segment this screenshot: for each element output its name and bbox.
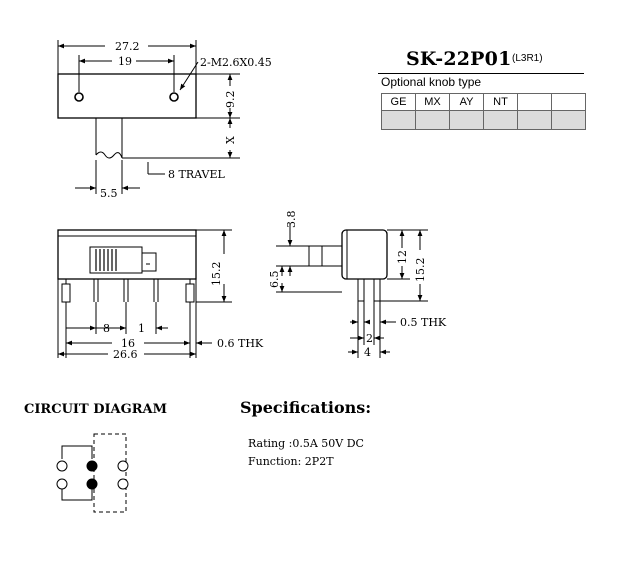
dim-end-2: 2 — [366, 332, 373, 345]
optional-knob-label: Optional knob type — [381, 75, 482, 89]
dim-thickness: 0.6 THK — [217, 337, 264, 350]
terminal-common-1 — [87, 461, 97, 471]
knob-type-cell: NT — [484, 94, 518, 111]
front-view-body — [58, 230, 196, 279]
knob-type-cell: GE — [382, 94, 416, 111]
terminal-common-2 — [87, 479, 97, 489]
circuit-diagram-title: CIRCUIT DIAGRAM — [24, 402, 168, 417]
dim-pin-thickness: 0.5 THK — [400, 316, 447, 329]
dim-side-height: 15.2 — [210, 261, 223, 286]
dim-pin-1: 1 — [138, 322, 145, 335]
part-suffix: (L3R1) — [512, 53, 543, 64]
knob-type-cell: AY — [450, 94, 484, 111]
knob-type-cell — [552, 94, 586, 111]
slider-outline — [94, 434, 126, 512]
dim-overall-width: 26.6 — [113, 348, 138, 361]
dim-x: X — [224, 136, 237, 144]
dim-knob-length: 3.8 — [285, 210, 298, 228]
mount-hole-right — [170, 93, 178, 101]
dim-end-12: 12 — [396, 250, 409, 264]
end-knob — [309, 246, 342, 266]
knob-swatch-cell — [382, 111, 416, 130]
front-tab-left — [62, 284, 70, 302]
knob-type-cell: MX — [416, 94, 450, 111]
terminal-3 — [118, 461, 128, 471]
knob-swatch-cell — [552, 111, 586, 130]
dim-end-4: 4 — [364, 346, 371, 359]
specifications-title: Specifications: — [240, 398, 372, 417]
part-number: SK-22P01 — [406, 48, 512, 70]
end-view-body — [342, 230, 387, 279]
dim-hole-spec: 2-M2.6X0.45 — [200, 56, 272, 69]
circuit-diagram — [57, 434, 128, 512]
knob-type-cell — [518, 94, 552, 111]
knob-type-table — [381, 93, 586, 130]
spec-rating: Rating :0.5A 50V DC — [248, 437, 364, 450]
title-rule — [378, 73, 584, 74]
terminal-6 — [118, 479, 128, 489]
knob-swatch-cell — [484, 111, 518, 130]
dim-hole-spacing: 19 — [118, 55, 132, 68]
terminal-1 — [57, 461, 67, 471]
dim-body-height: 9.2 — [224, 90, 237, 108]
dim-pin-8: 8 — [103, 322, 110, 335]
dim-travel: 8 TRAVEL — [168, 168, 225, 181]
knob-swatch-cell — [416, 111, 450, 130]
knob-swatch-cell — [450, 111, 484, 130]
spec-function: Function: 2P2T — [248, 455, 334, 468]
dim-knob-height: 6.5 — [268, 270, 281, 288]
end-view — [276, 224, 428, 358]
knob-swatch-cell — [518, 111, 552, 130]
front-tab-right — [186, 284, 194, 302]
dim-knob-width: 5.5 — [100, 187, 118, 200]
dim-end-15-2: 15.2 — [414, 257, 427, 282]
terminal-4 — [57, 479, 67, 489]
mount-hole-left — [75, 93, 83, 101]
front-view — [58, 230, 232, 358]
dim-pin-16: 16 — [121, 337, 135, 350]
dim-top-width: 27.2 — [115, 40, 140, 53]
